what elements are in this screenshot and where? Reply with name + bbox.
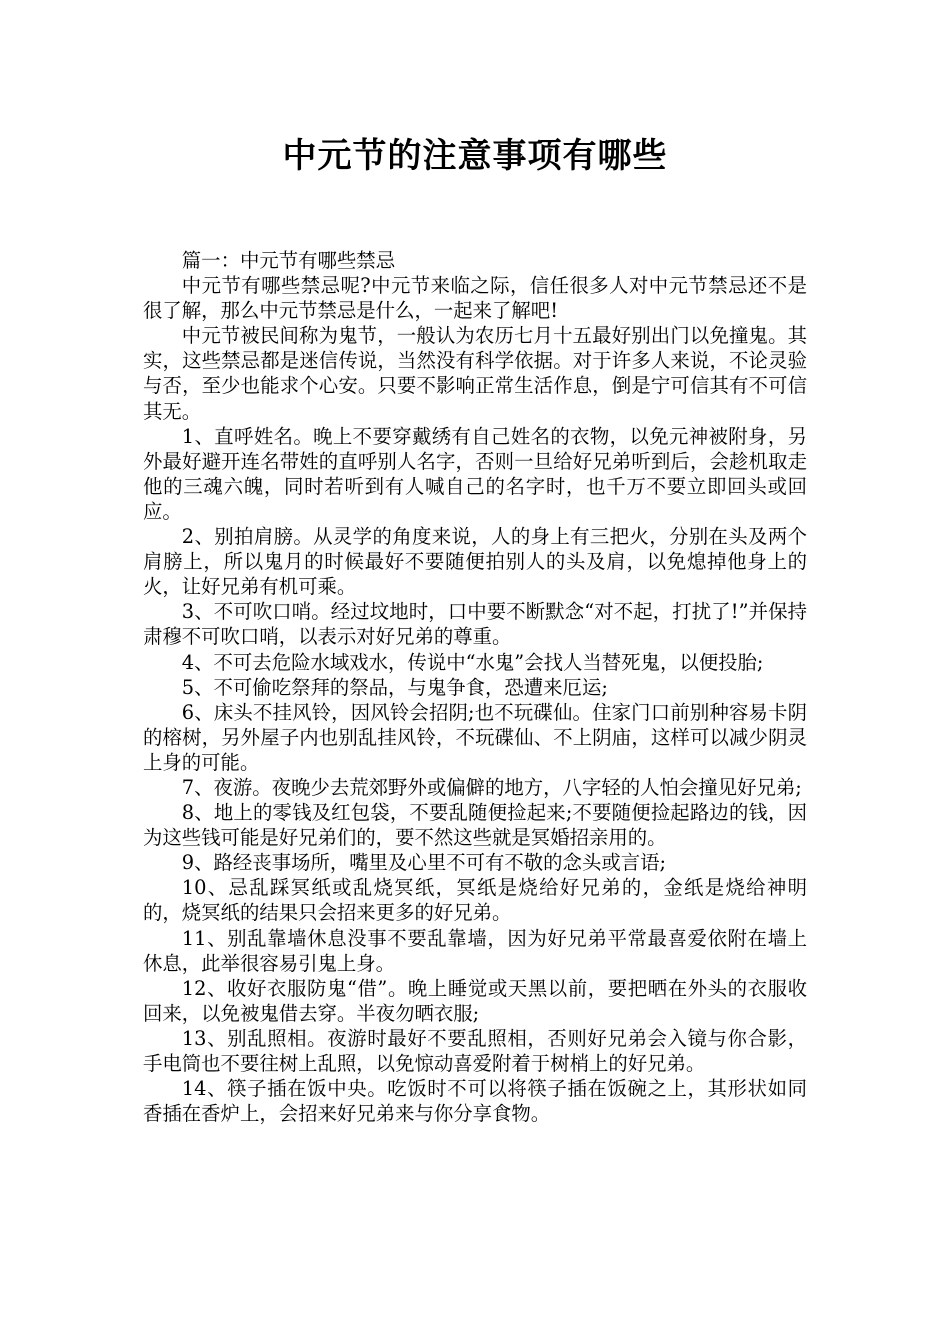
list-item: 7、夜游。夜晚少去荒郊野外或偏僻的地方，八字轻的人怕会撞见好兄弟;	[181, 775, 802, 799]
list-item: 4、不可去危险水域戏水，传说中“水鬼”会找人当替死鬼，以便投胎;	[181, 650, 764, 674]
list-item: 11、别乱靠墙休息没事不要乱靠墙，因为好兄弟平常最喜爱依附在墙上休息，此举很容易引鬼上身。	[143, 926, 807, 975]
list-item: 12、收好衣服防鬼“借”。晚上睡觉或天黑以前，要把晒在外头的衣服收回来，以免被鬼借去穿。半夜勿晒衣服;	[143, 976, 807, 1025]
list-item: 5、不可偷吃祭拜的祭品，与鬼争食，恐遭来厄运;	[181, 675, 608, 699]
list-item: 9、路经丧事场所，嘴里及心里不可有不敬的念头或言语;	[181, 851, 667, 875]
list-item: 6、床头不挂风铃，因风铃会招阴;也不玩碟仙。住家门口前别种容易卡阴的榕树，另外屋子内也别乱挂风铃，不玩碟仙、不上阴庙，这样可以减少阴灵上身的可能。	[143, 700, 807, 774]
list-item: 8、地上的零钱及红包袋，不要乱随便捡起来;不要随便捡起路边的钱，因为这些钱可能是好兄弟们的，要不然这些就是冥婚招亲用的。	[143, 801, 807, 850]
document-title: 中元节的注意事项有哪些	[282, 136, 668, 176]
document-body	[143, 248, 807, 1126]
list-item: 10、忌乱踩冥纸或乱烧冥纸，冥纸是烧给好兄弟的，金纸是烧给神明的，烧冥纸的结果只会招来更多的好兄弟。	[143, 876, 807, 925]
list-item: 14、筷子插在饭中央。吃饭时不可以将筷子插在饭碗之上，其形状如同香插在香炉上，会招来好兄弟来与你分享食物。	[143, 1077, 807, 1126]
paragraph-background: 中元节被民间称为鬼节，一般认为农历七月十五最好别出门以免撞鬼。其实，这些禁忌都是迷信传说，当然没有科学依据。对于许多人来说，不论灵验与否，至少也能求个心安。只要不影响正常生活作息，倒是宁可信其有不可信其无。	[143, 324, 807, 423]
list-item: 3、不可吹口哨。经过坟地时，口中要不断默念“对不起，打扰了!”并保持肃穆不可吹口哨，以表示对好兄弟的尊重。	[143, 600, 807, 649]
list-item: 1、直呼姓名。晚上不要穿戴绣有自己姓名的衣物，以免元神被附身，另外最好避开连名带姓的直呼别人名字，否则一旦给好兄弟听到后，会趁机取走他的三魂六魄，同时若听到有人喊自己的名字时，也千万不要立即回头或回应。	[143, 424, 807, 523]
section-heading: 篇一：中元节有哪些禁忌	[181, 249, 396, 272]
list-item: 2、别拍肩膀。从灵学的角度来说，人的身上有三把火，分别在头及两个肩膀上，所以鬼月的时候最好不要随便拍别人的头及肩，以免熄掉他身上的火，让好兄弟有机可乘。	[143, 525, 807, 599]
paragraph-intro: 中元节有哪些禁忌呢?中元节来临之际，信任很多人对中元节禁忌还不是很了解，那么中元节禁忌是什么，一起来了解吧!	[143, 274, 807, 323]
list-item: 13、别乱照相。夜游时最好不要乱照相，否则好兄弟会入镜与你合影，手电筒也不要往树上乱照，以免惊动喜爱附着于树梢上的好兄弟。	[143, 1026, 807, 1075]
